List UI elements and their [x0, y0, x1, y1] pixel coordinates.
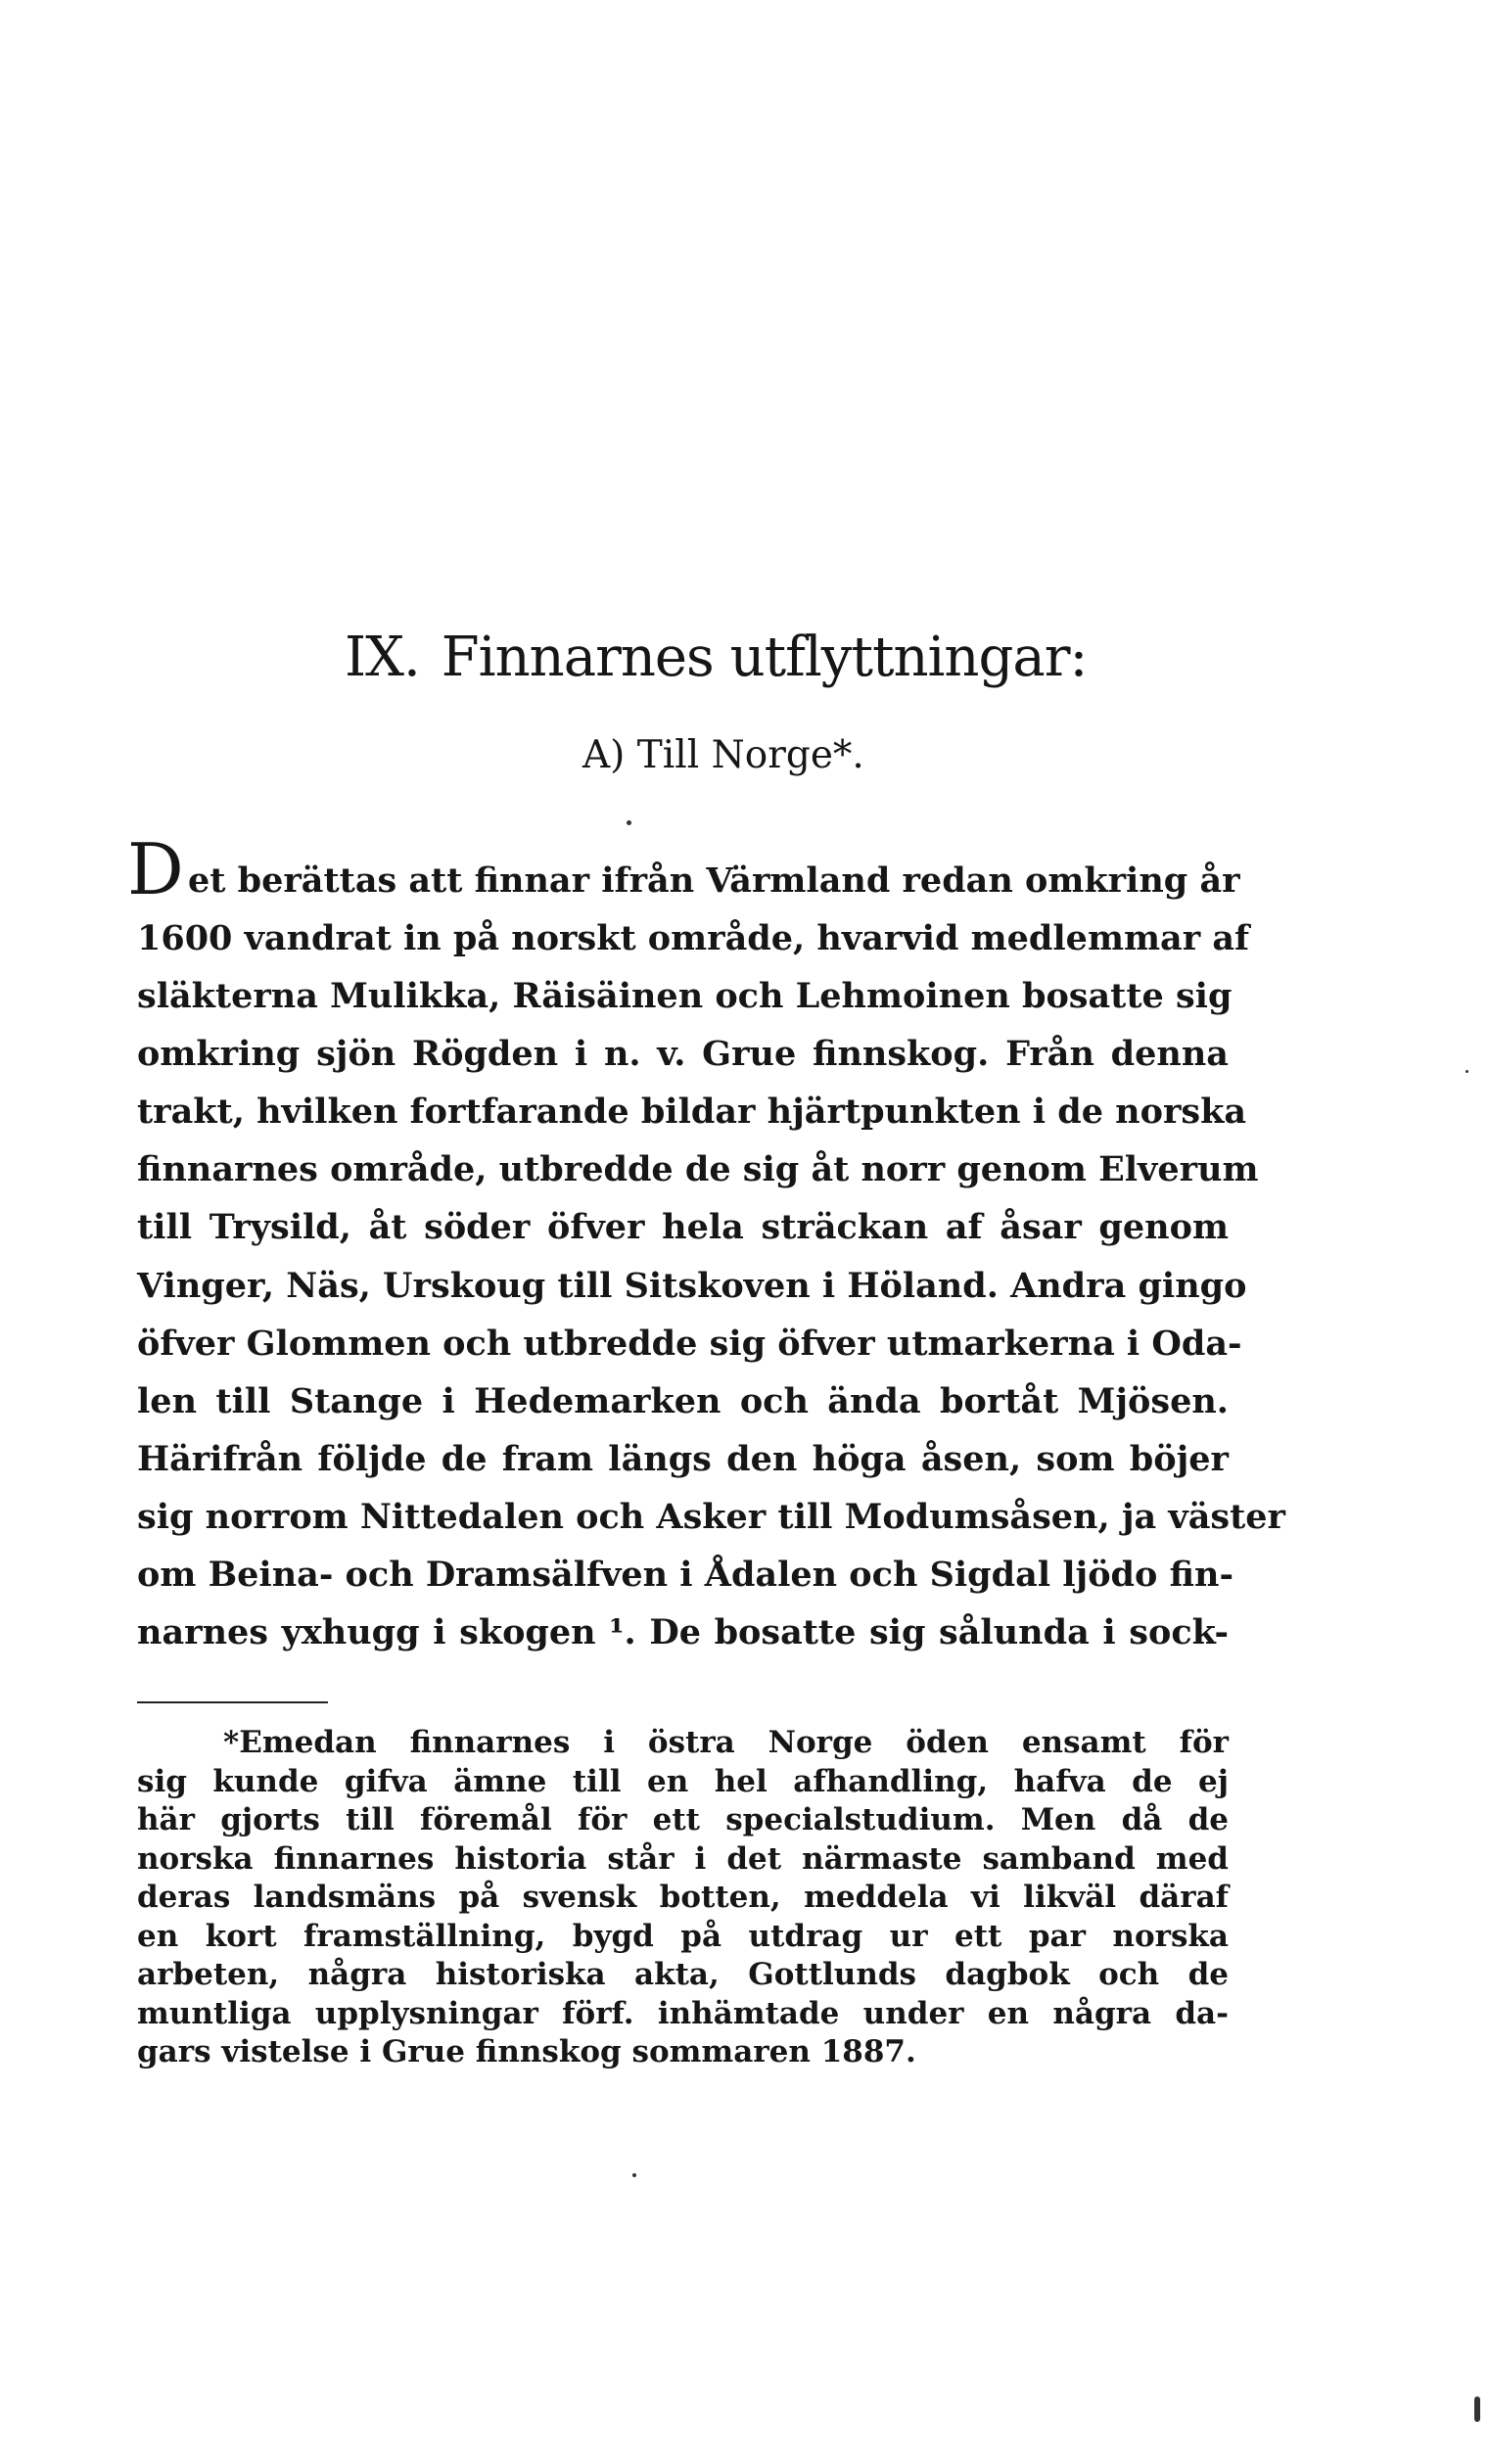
body-line: Vinger, Näs, Urskoug till Sitskoven i Höland. Andra gingo: [137, 1265, 1247, 1306]
section-title: A) Till Norge*.: [582, 733, 864, 777]
footnote-line: norska finnarnes historia står i det närmaste samband med: [137, 1840, 1229, 1877]
footnote-line: gars vistelse i Grue finnskog sommaren 1887.: [137, 2034, 916, 2069]
body-line: släkterna Mulikka, Räisäinen och Lehmoinen bosatte sig: [137, 976, 1233, 1017]
body-line: till Trysild, åt söder öfver hela sträckan af åsar genom: [137, 1207, 1229, 1248]
body-text: [137, 909, 1285, 1661]
footnote: [137, 1723, 1229, 2071]
body-line: öfver Glommen och utbredde sig öfver utmarkerna i Oda-: [137, 1323, 1242, 1364]
print-speck: [1474, 2396, 1480, 2422]
body-line: finnarnes område, utbredde de sig åt norr genom Elverum: [137, 1149, 1259, 1190]
body-line: om Beina- och Dramsälfven i Ådalen och Sigdal ljödo fin-: [137, 1555, 1233, 1596]
footnote-line: här gjorts till föremål för ett specialstudium. Men då de: [137, 1802, 1229, 1837]
footnote-line: deras landsmäns på svensk botten, meddela vi likväl däraf: [137, 1880, 1229, 1915]
body-line: 1600 vandrat in på norskt område, hvarvid medlemmar af: [137, 918, 1250, 958]
body-line-first: et berättas att finnar ifrån Värmland redan omkring år: [188, 860, 1240, 901]
footnote-divider: [137, 1701, 328, 1703]
body-line: Härifrån följde de fram längs den höga åsen, som böjer: [137, 1438, 1229, 1479]
footnote-line: sig kunde gifva ämne till en hel afhandling, hafva de ej: [137, 1763, 1229, 1799]
body-line: trakt, hvilken fortfarande bildar hjärtpunkten i de norska: [137, 1092, 1247, 1133]
drop-cap: D: [127, 828, 184, 910]
print-speck: [627, 820, 631, 825]
body-line: sig norrom Nittedalen och Asker till Modumsåsen, ja väster: [137, 1496, 1285, 1537]
print-speck: [1466, 1070, 1468, 1073]
body-line: omkring sjön Rögden i n. v. Grue finnskog. Från denna: [137, 1034, 1229, 1075]
body-line: narnes yxhugg i skogen ¹. De bosatte sig sålunda i sock-: [137, 1612, 1229, 1653]
print-speck: [632, 2173, 636, 2177]
chapter-title: [345, 624, 1088, 692]
body-line: len till Stange i Hedemarken och ända bortåt Mjösen.: [137, 1380, 1229, 1421]
footnote-line: *Emedan finnarnes i östra Norge öden ensamt för: [223, 1725, 1229, 1760]
footnote-line: muntliga upplysningar förf. inhämtade under en några da-: [137, 1995, 1229, 2031]
footnote-line: en kort framställning, bygd på utdrag ur ett par norska: [137, 1918, 1229, 1954]
chapter-title-text: Finnarnes utflyttningar:: [441, 626, 1088, 689]
footnote-line: arbeten, några historiska akta, Gottlunds dagbok och de: [137, 1957, 1229, 1992]
chapter-number: IX.: [345, 626, 420, 689]
